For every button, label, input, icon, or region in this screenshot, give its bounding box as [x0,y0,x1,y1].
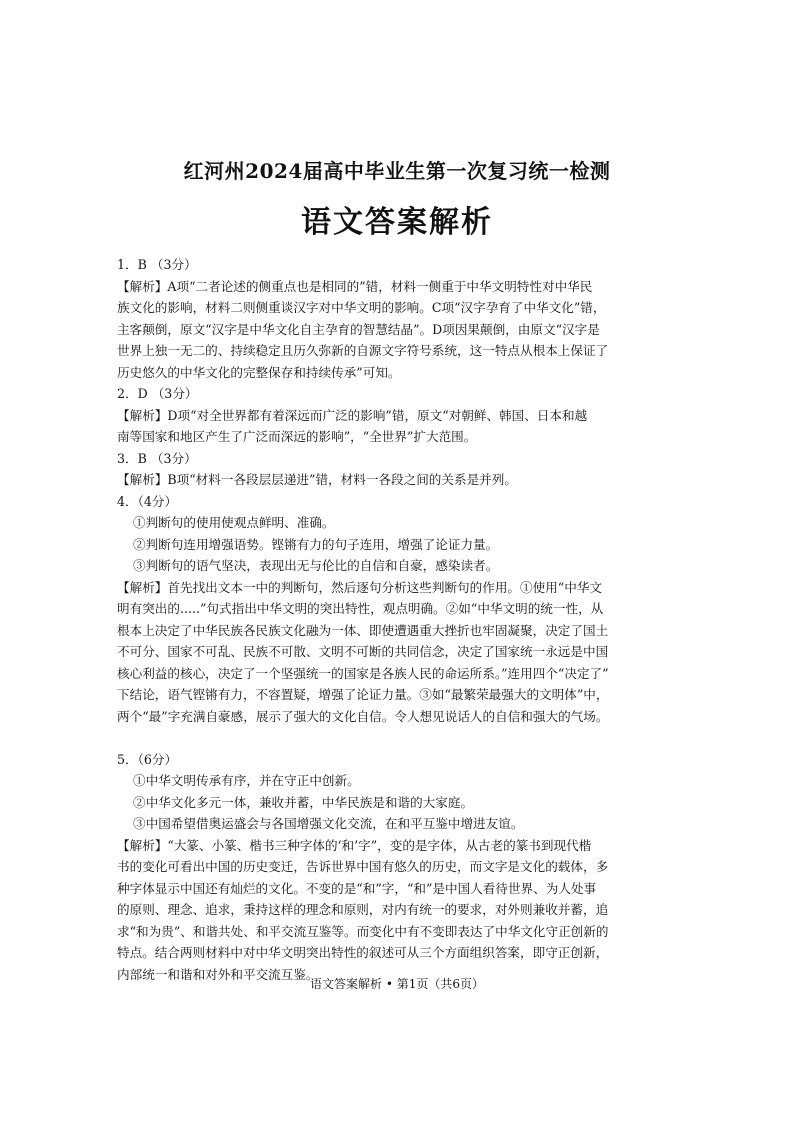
q5-answer-point: ②中华文化多元一体，兼收并蓄，中华民族是和谐的大家庭。 [133,794,474,810]
spacer [117,727,687,749]
q5-answer-point: ③中国希望借奥运盛会与各国增强文化交流，在和平互鉴中增进友谊。 [133,816,524,831]
q4-answer-point: ③判断句的语气坚决，表现出无与伦比的自信和自豪，感染读者。 [133,558,499,573]
q4-analysis-line: 根本上决定了中华民族各民族文化融为一体、即使遭遇重大挫折也牢固凝聚，决定了国土 [117,622,609,638]
q5-analysis-line: 【解析】“大篆、小篆、楷书三种字体的‘和’字”，变的是字体，从古老的篆书到现代楷 [117,837,592,853]
q4-analysis-line: 下结论，语气铿锵有力，不容置疑，增强了论证力量。③如“最繁荣最强大的文明体”中， [117,687,609,702]
q4-analysis-line: 【解析】首先找出文本一中的判断句，然后逐句分析这些判断句的作用。①使用“中华文 [117,579,603,595]
q2-analysis-line: 【解析】D项“对全世界都有着深远而广泛的影响”错，原文“对朝鲜、韩国、日本和越 [117,407,588,423]
q1-analysis-line: 世界上独一无二的、持续稳定且历久弥新的自源文字符号系统，这一特点从根本上保证了 [117,343,609,358]
q1-analysis-line: 【解析】A项“二者论述的侧重点也是相同的”错，材料一侧重于中华文明特性对中华民 [117,278,593,294]
q5-answer-point: ①中华文明传承有序，并在守正中创新。 [133,773,360,788]
q4-analysis-line: 核心利益的核心，决定了一个坚强统一的国家是各族人民的命运所系。”连用四个“决定了” [117,665,609,681]
q1-analysis-line: 族文化的影响，材料二则侧重谈汉字对中华文明的影响。C项“汉字孕育了中华文化”错， [117,300,606,315]
q4-analysis-line: 不可分、国家不可乱、民族不可散、文明不可断的共同信念，决定了国家统一永远是中国 [117,644,609,659]
q4-analysis-line: 明有突出的.....”句式指出中华文明的突出特性，观点明确。②如“中华文明的统一性，从 [117,601,604,616]
q5-analysis-line: 书的变化可看出中国的历史变迁，告诉世界中国有悠久的历史，而文字是文化的载体，多 [117,859,609,874]
q5-analysis-line: 的原则、理念、追求，秉持这样的理念和原则，对内有统一的要求，对外则兼收并蓄，追 [117,902,609,917]
exam-title: 红河州2024届高中毕业生第一次复习统一检测 [183,159,611,183]
q2-heading: 2．D （3分） [117,386,198,401]
q5-heading: 5．（6分） [117,751,178,767]
answer-content [117,254,687,985]
q4-heading: 4．（4分） [117,493,178,509]
q1-heading: 1．B （3分） [117,257,197,272]
q5-analysis-line: 求“和为贵”、和谐共处、和平交流互鉴等。而变化中有不变即表达了中华文化守正创新的 [117,923,609,939]
q4-answer-point: ①判断句的使用使观点鲜明、准确。 [133,515,335,530]
q5-analysis-line: 特点。结合两则材料中对中华文明突出特性的叙述可从三个方面组织答案，即守正创新， [117,945,609,960]
q2-analysis-line: 南等国家和地区产生了广泛而深远的影响”，“全世界”扩大范围。 [117,429,477,444]
page-footer: 语文答案解析 • 第1页（共6页） [310,977,484,991]
q1-analysis-line: 历史悠久的中华文化的完整保存和持续传承”可知。 [117,364,401,380]
q1-analysis-line: 主客颠倒，原文“汉字是中华文化自主孕育的智慧结晶”。D项因果颠倒，由原文“汉字是 [117,321,600,337]
document-title: 语文答案解析 [301,205,493,240]
q5-analysis-line: 内部统一和谐和对外和平交流互鉴。 [117,966,319,982]
q4-answer-point: ②判断句连用增强语势。铿锵有力的句子连用，增强了论证力量。 [133,536,499,552]
q3-analysis-line: 【解析】B项“材料一各段层层递进”错，材料一各段之间的关系是并列。 [117,472,517,487]
q3-heading: 3．B （3分） [117,450,197,466]
q5-analysis-line: 种字体显示中国还有灿烂的文化。不变的是“和”字，“和”是中国人看待世界、为人处事 [117,880,597,896]
q4-analysis-line: 两个“最”字充满自豪感，展示了强大的文化自信。令人想见说话人的自信和强大的气场。 [117,708,609,724]
